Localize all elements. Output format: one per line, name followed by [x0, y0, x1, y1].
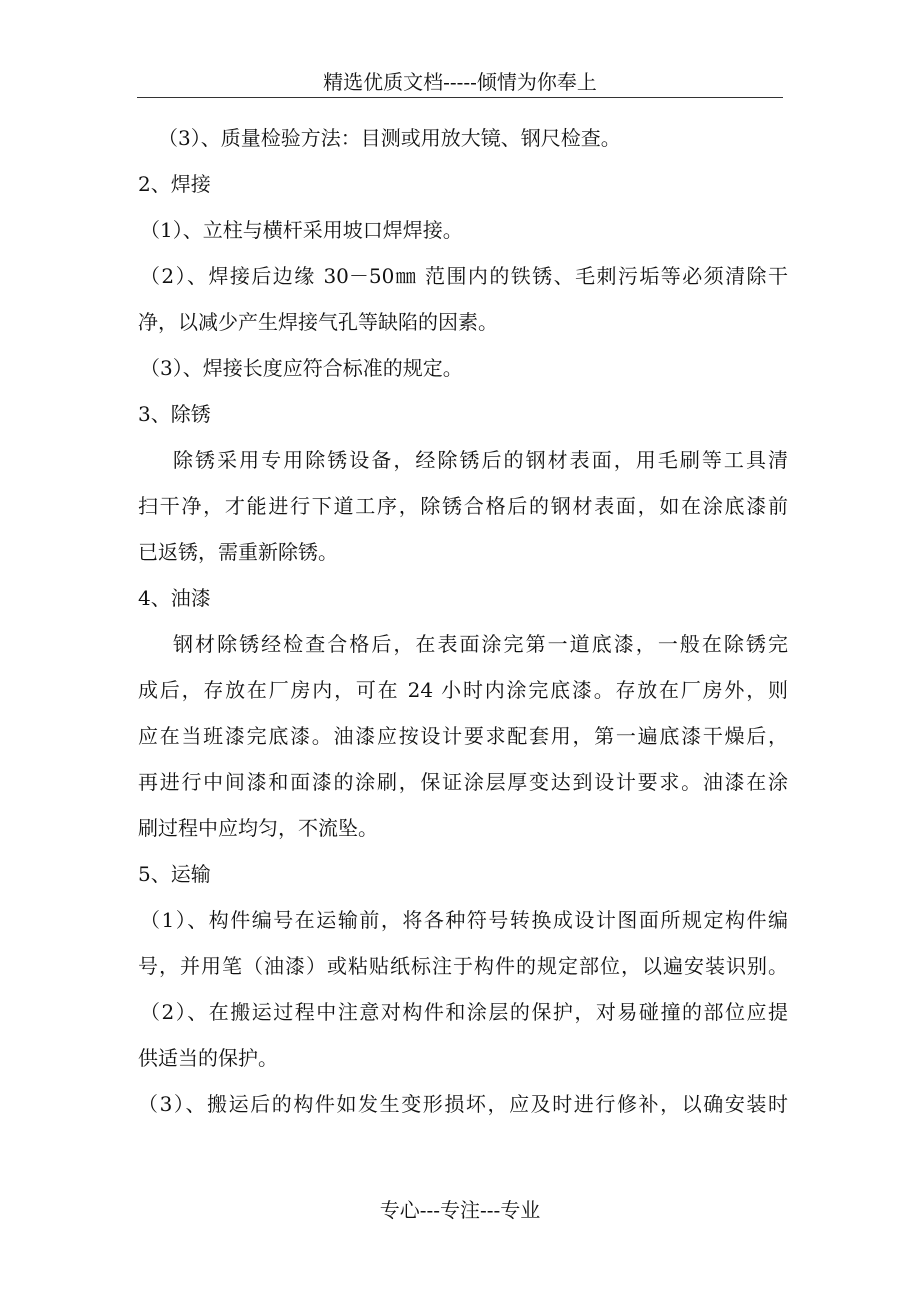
paragraph-line: 供适当的保护。 — [138, 1046, 278, 1070]
document-body — [138, 115, 788, 1127]
page-footer: 专心---专注---专业 — [379, 1198, 541, 1222]
paragraph-line: 再进行中间漆和面漆的涂刷，保证涂层厚变达到设计要求。油漆在涂 — [138, 770, 788, 794]
paragraph-line: 钢材除锈经检查合格后，在表面涂完第一道底漆，一般在除锈完 — [173, 632, 788, 656]
header-divider — [137, 97, 783, 98]
paragraph-line: （3）、焊接长度应符合标准的规定。 — [140, 356, 463, 380]
paragraph-line: 刷过程中应均匀，不流坠。 — [138, 816, 378, 840]
paragraph-line: 成后，存放在厂房内，可在 24 小时内涂完底漆。存放在厂房外，则 — [138, 678, 788, 702]
section-heading-transport: 5、运输 — [138, 862, 211, 886]
paragraph-line: 应在当班漆完底漆。油漆应按设计要求配套用，第一遍底漆干燥后， — [138, 724, 788, 748]
paragraph-line: （2）、在搬运过程中注意对构件和涂层的保护，对易碰撞的部位应提 — [140, 1000, 788, 1024]
paragraph-line: （1）、构件编号在运输前，将各种符号转换成设计图面所规定构件编 — [140, 908, 788, 932]
paragraph-line: 已返锈，需重新除锈。 — [138, 540, 338, 564]
paragraph-line: 扫干净，才能进行下道工序，除锈合格后的钢材表面，如在涂底漆前 — [138, 494, 788, 518]
section-heading-welding: 2、焊接 — [138, 172, 211, 196]
page-header: 精选优质文档-----倾情为你奉上 — [323, 70, 597, 94]
section-heading-painting: 4、油漆 — [138, 586, 211, 610]
paragraph-line: （2）、焊接后边缘 30－50㎜ 范围内的铁锈、毛刺污垢等必须清除干 — [140, 264, 788, 288]
paragraph-line: 除锈采用专用除锈设备，经除锈后的钢材表面，用毛刷等工具清 — [173, 448, 788, 472]
paragraph-line: （3）、搬运后的构件如发生变形损坏，应及时进行修补，以确安装时 — [138, 1092, 788, 1116]
section-heading-rust-removal: 3、除锈 — [138, 402, 211, 426]
paragraph-line: 号，并用笔（油漆）或粘贴纸标注于构件的规定部位，以遍安装识别。 — [138, 954, 788, 978]
paragraph-line: （1）、立柱与横杆采用坡口焊焊接。 — [140, 218, 463, 242]
paragraph-line: （3）、质量检验方法：目测或用放大镜、钢尺检查。 — [158, 126, 621, 150]
paragraph-line: 净，以减少产生焊接气孔等缺陷的因素。 — [138, 310, 498, 334]
